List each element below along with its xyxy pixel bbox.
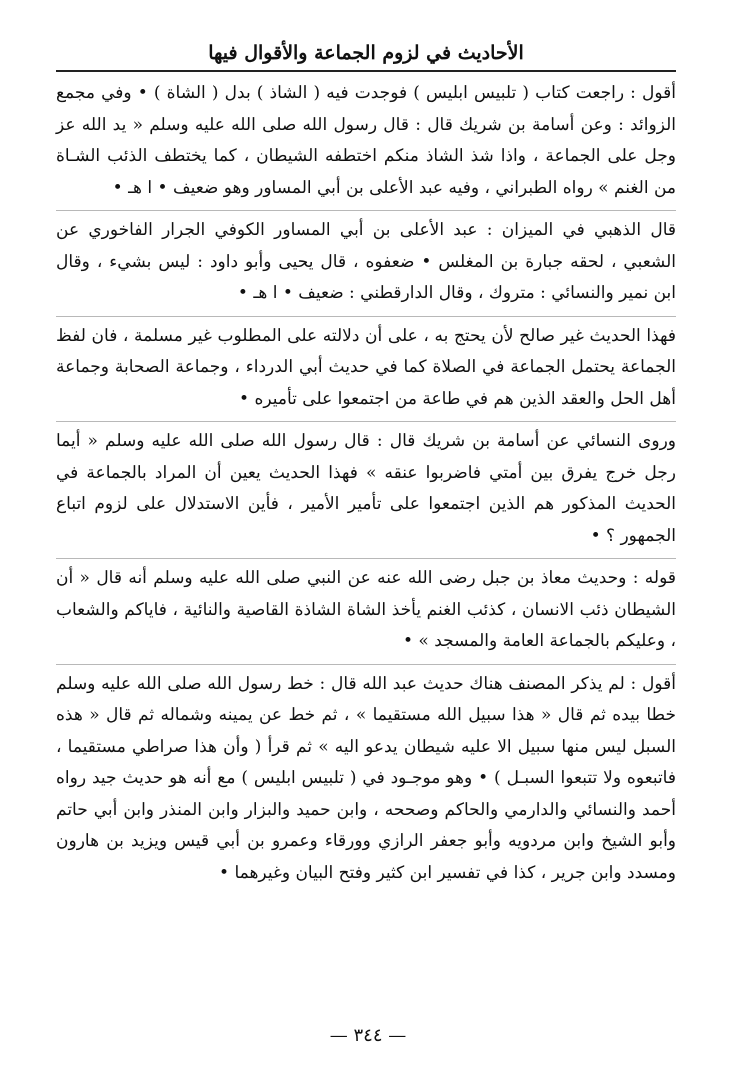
paragraph-divider [56, 558, 676, 559]
header-rule [56, 70, 676, 72]
paragraph-divider [56, 664, 676, 665]
paragraph-divider [56, 210, 676, 211]
paragraph: أقول : لم يذكر المصنف هناك حديث عبد الله قال : خط رسول الله صلى الله عليه وسلم خطا بيده ثم قال « هذا سبيل الله مستقيما » ، ثم خط عن يمينه وشماله ثم قال « هذه السبل ليس منها سبيل الا عليه شيطان يدعو اليه » ثم قرأ ( وأن هذا صراطي مستقيما ، فاتبعوه ولا تتبعوا السبـل ) • وهو موجـود في ( تلبيس ابليس ) مع أنه هو حديث جيد رواه أحمد والنسائي والدارمي والحاكم وصححه ، وابن حميد والبزار وابن المنذر وابن أبي حاتم وأبو الشيخ وابن مردويه وأبو جعفر الرازي وورقاء وعمرو بن أبي قيس ويزيد بن هارون ومسدد وابن جرير ، كذا في تفسير ابن كثير وفتح البيان وغيرهما • [56, 673, 676, 883]
running-title: الأحاديث في لزوم الجماعة والأقوال فيها [208, 42, 524, 64]
paragraph: فهذا الحديث غير صالح لأن يحتج به ، على أن دلالته على المطلوب غير مسلمة ، فان لفظ الجماعة يحتمل الجماعة في الصلاة كما في حديث أبي الدرداء ، وجماعة الصحابة وجماعة أهل الحل والعقد الذين هم في طاعة من اجتمعوا على تأميره • [56, 325, 676, 409]
paragraph: وروى النسائي عن أسامة بن شريك قال : قال رسول الله صلى الله عليه وسلم « أيما رجل خرج يفرق بين أمتي فاضربوا عنقه » فهذا الحديث يعين أن المراد بالجماعة في الحديث المذكور هم الذين اجتمعوا على تأمير الأمير ، فأين الاستدلال على لزوم اتباع الجمهور ؟ • [56, 431, 676, 546]
paragraph: قوله : وحديث معاذ بن جبل رضى الله عنه عن النبي صلى الله عليه وسلم أنه قال « أن الشيطان ذئب الانسان ، كذئب الغنم يأخذ الشاة الشاذة القاصية والنائية ، فاياكم والشعاب ، وعليكم بالجماعة العامة والمسجد » • [56, 568, 676, 651]
paragraph-divider [56, 316, 676, 317]
paragraph: قال الذهبي في الميزان : عبد الأعلى بن أبي المساور الكوفي الجرار الفاخوري عن الشعبي ، لحقه جبارة بن المغلس • ضعفوه ، قال يحيى وأبو داود : ليس بشيء ، وقال ابن نمير والنسائي : متروك ، وقال الدارقطني : ضعيف • ا هـ • [56, 220, 676, 303]
paragraph-divider [56, 421, 676, 422]
paragraph: أقول : راجعت كتاب ( تلبيس ابليس ) فوجدت فيه ( الشاذ ) بدل ( الشاة ) • وفي مجمع الزوائد : وعن أسامة بن شريك قال : قال رسول الله صلى الله عليه وسلم « يد الله عز وجل على الجماعة ، واذا شذ الشاذ منكم اختطفه الشيطان ، كما يختطف الذئب الشـاة من الغنم » رواه الطبراني ، وفيه عبد الأعلى بن أبي المساور وهو ضعيف • ا هـ • [56, 83, 676, 198]
body-text [56, 78, 676, 889]
page-number: — ٣٤٤ — [329, 1025, 407, 1046]
